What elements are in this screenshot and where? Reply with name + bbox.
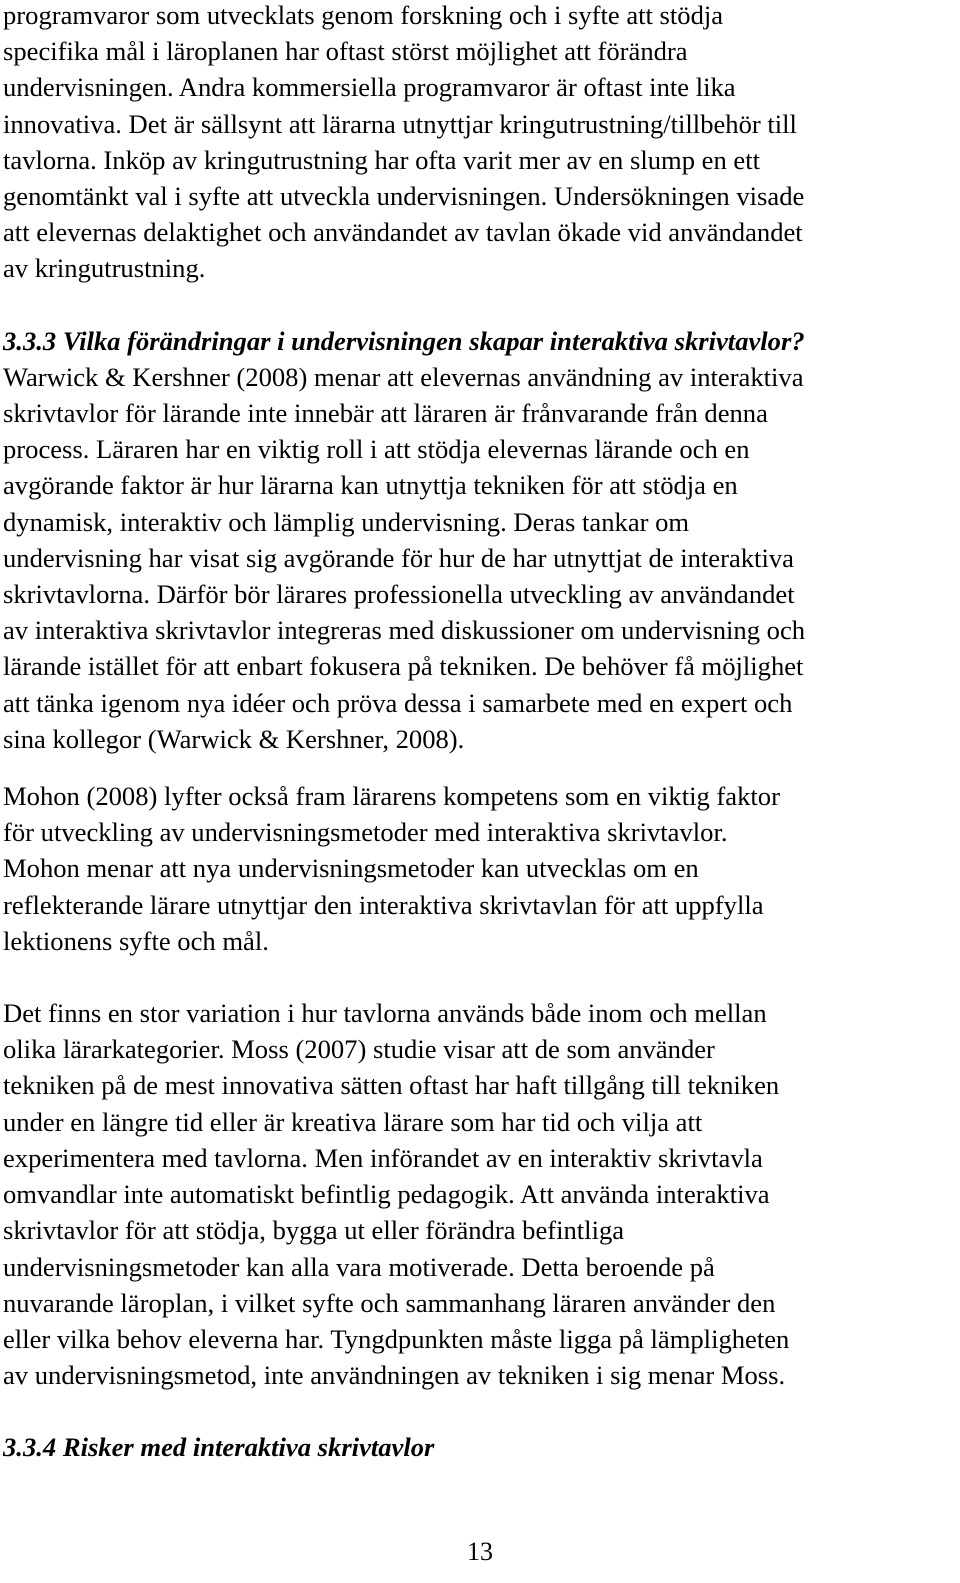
text-line: process. Läraren har en viktig roll i att stödja elevernas lärande och en [3, 434, 750, 465]
page-number: 13 [467, 1537, 493, 1566]
text-line: programvaror som utvecklats genom forskning och i syfte att stödja [3, 0, 724, 30]
text-line: Mohon (2008) lyfter också fram lärarens kompetens som en viktig faktor [3, 781, 780, 812]
paragraph-moss [3, 995, 955, 1393]
text-line: skrivtavlor för lärande inte innebär att läraren är frånvarande från denna [3, 398, 768, 429]
text-line: omvandlar inte automatiskt befintlig pedagogik. Att använda interaktiva [3, 1179, 770, 1210]
text-line: under en längre tid eller är kreativa lärare som har tid och vilja att [3, 1106, 703, 1137]
text-line: genomtänkt val i syfte att utveckla undervisningen. Undersökningen visade [3, 181, 805, 212]
text-line: nuvarande läroplan, i vilket syfte och sammanhang läraren använder den [3, 1287, 776, 1318]
text-line: av kringutrustning. [3, 253, 206, 284]
text-line: avgörande faktor är hur lärarna kan utnyttja tekniken för att stödja en [3, 470, 738, 501]
text-line: olika lärarkategorier. Moss (2007) studie visar att de som använder [3, 1034, 715, 1065]
text-line: eller vilka behov eleverna har. Tyngdpunkten måste ligga på lämpligheten [3, 1323, 790, 1354]
text-line: dynamisk, interaktiv och lämplig undervisning. Deras tankar om [3, 506, 690, 537]
text-line: tavlorna. Inköp av kringutrustning har ofta varit mer av en slump en ett [3, 144, 760, 175]
paragraph-intro [3, 0, 955, 287]
section-heading-3-3-4: 3.3.4 Risker med interaktiva skrivtavlor [3, 1432, 435, 1463]
text-line: Warwick & Kershner (2008) menar att elevernas användning av interaktiva [3, 361, 804, 392]
text-line: lektionens syfte och mål. [3, 925, 269, 956]
text-line: specifika mål i läroplanen har oftast störst möjlighet att förändra [3, 36, 688, 67]
text-line: skrivtavlorna. Därför bör lärares professionella utveckling av användandet [3, 579, 795, 610]
text-line: sina kollegor (Warwick & Kershner, 2008). [3, 723, 465, 754]
text-line: att elevernas delaktighet och användandet av tavlan ökade vid användandet [3, 217, 803, 248]
text-line: av interaktiva skrivtavlor integreras med diskussioner om undervisning och [3, 615, 806, 646]
section-heading-3-3-3: 3.3.3 Vilka förändringar i undervisningen skapar interaktiva skrivtavlor? [3, 325, 805, 356]
text-line: Det finns en stor variation i hur tavlorna används både inom och mellan [3, 998, 767, 1029]
text-line: innovativa. Det är sällsynt att lärarna utnyttjar kringutrustning/tillbehör till [3, 108, 797, 139]
text-line: undervisningsmetoder kan alla vara motiverade. Detta beroende på [3, 1251, 715, 1282]
text-line: skrivtavlor för att stödja, bygga ut eller förändra befintliga [3, 1215, 625, 1246]
paragraph-warwick [3, 359, 955, 757]
text-line: av undervisningsmetod, inte användningen av tekniken i sig menar Moss. [3, 1360, 786, 1391]
text-line: Mohon menar att nya undervisningsmetoder kan utvecklas om en [3, 853, 699, 884]
text-line: lärande istället för att enbart fokusera på tekniken. De behöver få möjlighet [3, 651, 804, 682]
paragraph-mohon [3, 778, 955, 959]
text-line: tekniken på de mest innovativa sätten oftast har haft tillgång till tekniken [3, 1070, 780, 1101]
text-line: för utveckling av undervisningsmetoder med interaktiva skrivtavlor. [3, 817, 728, 848]
text-line: att tänka igenom nya idéer och pröva dessa i samarbete med en expert och [3, 687, 793, 718]
document-page [3, 0, 955, 1466]
text-line: undervisning har visat sig avgörande för hur de har utnyttjat de interaktiva [3, 542, 794, 573]
text-line: undervisningen. Andra kommersiella programvaror är oftast inte lika [3, 72, 736, 103]
text-line: experimentera med tavlorna. Men införandet av en interaktiv skrivtavla [3, 1142, 763, 1173]
text-line: reflekterande lärare utnyttjar den interaktiva skrivtavlan för att uppfylla [3, 889, 764, 920]
